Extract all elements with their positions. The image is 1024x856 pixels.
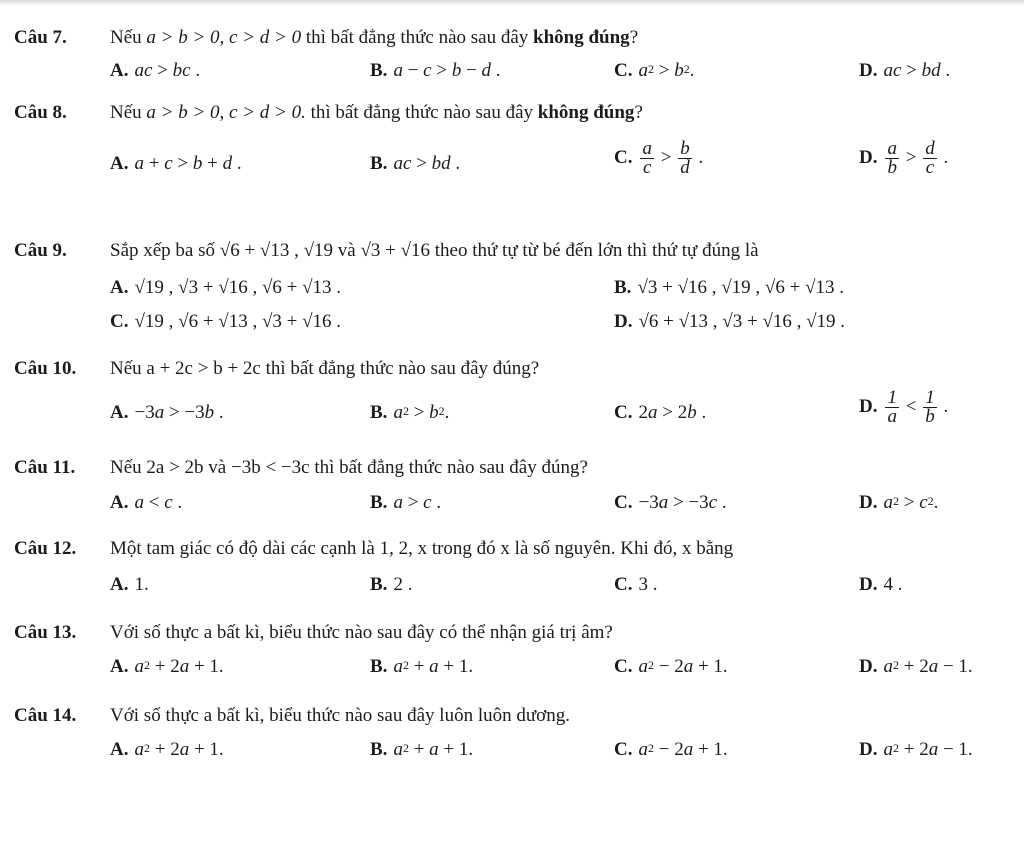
option-a[interactable]: A. a < c . [110,492,183,513]
option-c[interactable]: C. $a^2 - 2a + 1$. [614,656,728,677]
option-d[interactable]: D. $a^2 + 2a - 1$. [859,656,973,677]
option-d[interactable]: D. $a^2 > c^2$. [859,492,939,513]
question-text: Sắp xếp ba số √6 + √13 , √19 và √3 + √16 theo thứ tự từ bé đến lớn thì thứ tự đúng là [110,240,759,261]
option-a[interactable]: A. a + c > b + d . [110,153,242,174]
option-a[interactable]: A. √19 , √3 + √16 , √6 + √13 . [110,277,342,298]
option-b[interactable]: B. $a^2 > b^2$. [370,402,450,423]
option-c[interactable]: C. 2a > 2b . [614,402,707,423]
option-c[interactable]: C. $a^2 > b^2$. [614,60,695,81]
question-number: Câu 10. [14,358,77,379]
question-number: Câu 12. [14,538,77,559]
question-text: Nếu a > b > 0, c > d > 0. thì bất đẳng thức nào sau đây không đúng? [110,102,643,123]
option-c[interactable]: C. 3 . [614,574,658,595]
option-a[interactable]: A. −3a > −3b . [110,402,224,423]
option-b[interactable]: B. √3 + √16 , √19 , √6 + √13 . [614,277,845,298]
option-d[interactable]: D. $\frac{a}{b}$ > $\frac{d}{c}$ . [859,138,949,178]
option-c[interactable]: C. −3a > −3c . [614,492,727,513]
option-a[interactable]: A. $a^2 + 2a + 1$. [110,656,224,677]
question-number: Câu 11. [14,457,76,478]
option-a[interactable]: A. 1. [110,574,149,595]
option-d[interactable]: D. ac > bd . [859,60,951,81]
option-b[interactable]: B. a − c > b − d . [370,60,501,81]
option-c[interactable]: C. $\frac{a}{c}$ > $\frac{b}{d}$ . [614,138,704,178]
question-text: Một tam giác có độ dài các cạnh là 1, 2, x trong đó x là số nguyên. Khi đó, x bằng [110,538,734,559]
option-d[interactable]: D. $\frac{1}{a}$ < $\frac{1}{b}$ . [859,387,949,427]
option-d[interactable]: D. 4 . [859,574,903,595]
question-number: Câu 8. [14,102,67,123]
question-text: Nếu a > b > 0, c > d > 0 thì bất đẳng thức nào sau đây không đúng? [110,27,639,48]
option-b[interactable]: B. ac > bd . [370,153,461,174]
option-d[interactable]: D. $a^2 + 2a - 1$. [859,739,973,760]
question-number: Câu 7. [14,27,67,48]
option-d[interactable]: D. √6 + √13 , √3 + √16 , √19 . [614,311,846,332]
option-b[interactable]: B. $a^2 + a + 1$. [370,739,474,760]
question-text: Với số thực a bất kì, biểu thức nào sau đây luôn luôn dương. [110,705,570,726]
top-edge-shadow [0,0,1024,6]
option-b[interactable]: B. a > c . [370,492,442,513]
option-b[interactable]: B. $a^2 + a + 1$. [370,656,474,677]
question-number: Câu 9. [14,240,67,261]
option-c[interactable]: C. $a^2 - 2a + 1$. [614,739,728,760]
question-number: Câu 14. [14,705,77,726]
question-number: Câu 13. [14,622,77,643]
question-text: Nếu a + 2c > b + 2c thì bất đẳng thức nào sau đây đúng? [110,358,540,379]
question-text: Nếu 2a > 2b và −3b < −3c thì bất đẳng thức nào sau đây đúng? [110,457,588,478]
option-c[interactable]: C. √19 , √6 + √13 , √3 + √16 . [110,311,342,332]
option-a[interactable]: A. $a^2 + 2a + 1$. [110,739,224,760]
option-a[interactable]: A. ac > bc . [110,60,201,81]
option-b[interactable]: B. 2 . [370,574,413,595]
question-text: Với số thực a bất kì, biểu thức nào sau đây có thể nhận giá trị âm? [110,622,613,643]
